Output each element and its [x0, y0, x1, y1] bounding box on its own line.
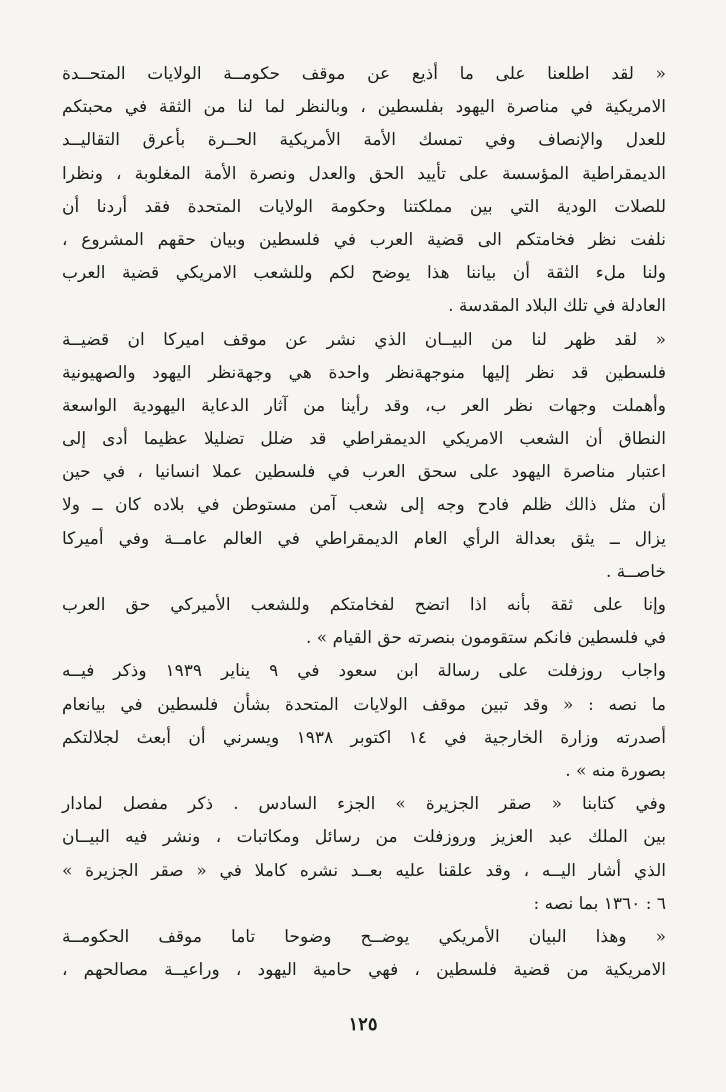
text-line: يزال ــ يثق بعدالة الرأي العام الديمقراطي في العالم عامــة وفي أميركا — [62, 528, 666, 549]
text-line: أصدرته وزارة الخارجية في ١٤ اكتوبر ١٩٣٨ ويسرني أن أبعث لجلالتكم — [62, 727, 666, 748]
text-line: الديمقراطية المؤسسة على تأييد الحق والعدل ونصرة الأمة المغلوبة ، ونظرا — [62, 163, 666, 184]
text-line: وفي كتابنا « صقر الجزيرة » الجزء السادس . ذكر مفصل لمادار — [62, 794, 666, 815]
text-line: « وهذا البيان الأمريكي يوضــح وضوحا تاما موقف الحكومــة — [62, 926, 666, 947]
text-line: وإنا على ثقة بأنه اذا اتضح لفخامتكم وللشعب الأميركي حق العرب — [62, 595, 666, 615]
text-line: وأهملت وجهات نظر العر ب، وقد رأينا من آثار الدعاية اليهودية الواسعة — [62, 395, 666, 416]
text-line: النطاق أن الشعب الامريكي الديمقراطي قد ضلل تضليلا عظيما أدى إلى — [62, 429, 666, 450]
text-line: الذي أشار اليــه ، وقد علقنا عليه بعــد نشره كاملا في « صقر الجزيرة » — [62, 860, 666, 881]
text-line: ٦ : ١٣٦٠ بما نصه : — [533, 893, 666, 914]
text-line: خاصــة . — [605, 561, 666, 582]
text-line: للعدل والإنصاف وفي تمسك الأمة الأمريكية الحــرة بأعرق التقاليــد — [62, 130, 666, 151]
text-line: الامريكية في مناصرة اليهود بفلسطين ، وبالنظر لما لنا من الثقة في محبتكم — [62, 97, 666, 118]
text-line: نلفت نظر فخامتكم الى قضية العرب في فلسطين وبيان حقهم المشروع ، — [62, 229, 666, 250]
body-text — [62, 58, 666, 987]
text-line: اعتبار مناصرة اليهود على سحق العرب في فلسطين عملا انسانيا ، في حين — [62, 462, 666, 483]
text-line: أن مثل ذالك ظلم فادح وجه إلى شعب آمن مستوطن في بلاده كان ــ ولا — [62, 495, 666, 516]
text-line: الامريكية من قضية فلسطين ، فهي حامية اليهود ، وراعيــة مصالحهم ، — [62, 960, 666, 981]
page-number: ١٢٥ — [348, 1014, 378, 1035]
text-line: العادلة في تلك البلاد المقدسة . — [448, 296, 666, 317]
text-line: للصلات الودية التي بين مملكتنا وحكومة الولايات المتحدة فقد أردنا أن — [62, 196, 666, 217]
text-line: في فلسطين فانكم ستقومون بنصرته حق القيام » . — [306, 628, 666, 649]
text-line: ولنا ملء الثقة أن بياننا هذا يوضح لكم وللشعب الامريكي قضية العرب — [62, 263, 666, 284]
text-line: واجاب روزفلت على رسالة ابن سعود في ٩ يناير ١٩٣٩ وذكر فيــه — [62, 661, 666, 682]
text-line: فلسطين قد نظر إليها منوجهةنظر واحدة هي وجهةنظر اليهود والصهيونية — [62, 362, 666, 383]
text-line: ما نصه : « وقد تبين موقف الولايات المتحدة بشأن فلسطين في بيانعام — [62, 694, 666, 715]
text-line: بين الملك عبد العزيز وروزفلت من رسائل ومكاتبات ، ونشر فيه البيــان — [62, 827, 666, 848]
text-line: « لقد اطلعنا على ما أذيع عن موقف حكومــة الولايات المتحــدة — [62, 64, 666, 84]
text-line: بصورة منه » . — [565, 760, 666, 781]
text-line: « لقد ظهر لنا من البيــان الذي نشر عن موقف اميركا ان قضيــة — [62, 329, 666, 350]
